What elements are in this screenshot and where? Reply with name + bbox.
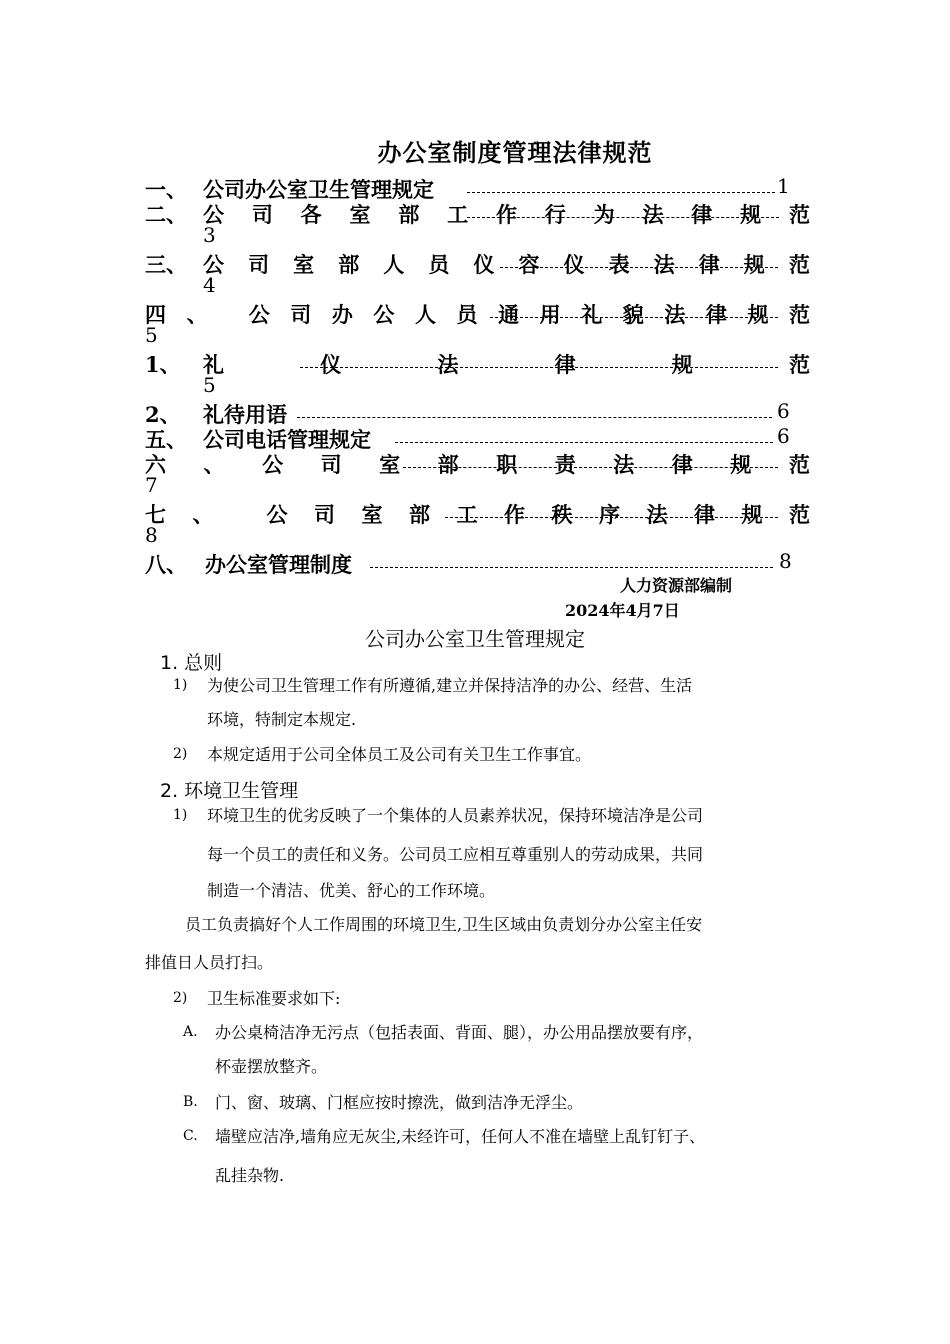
toc-leader [467,192,775,193]
toc-leader [445,517,778,518]
toc-page: 5 [145,323,158,347]
toc-entry[interactable] [145,424,810,452]
toc-entry[interactable] [145,199,810,249]
toc-number: 1、 [145,352,181,377]
issue-date: 2024年4月7日 [565,601,680,620]
list-marker: B. [183,1094,198,1110]
toc-page: 3 [203,223,216,247]
toc-leader [300,367,778,368]
list-marker: 2) [173,746,188,762]
document-title: 办公室制度管理法律规范 [377,138,653,167]
toc-leader [297,417,772,418]
toc-title: 礼 仪 法 律 规 范 [203,352,810,377]
toc-page: 1 [777,174,790,198]
toc-title: 办公室管理制度 [205,552,352,577]
list-marker: C. [183,1128,198,1144]
toc-entry[interactable] [145,174,810,202]
toc-title: 公 司 各 室 部 工 作 行 为 法 律 规 范 [203,202,810,227]
toc-page: 8 [145,523,158,547]
paragraph-line: 排值日人员打扫。 [145,953,274,972]
toc-leader [370,567,773,568]
toc-entry[interactable] [145,549,810,577]
toc-title: 七 、 公 司 室 部 工 作 秩 序 法 律 规 范 [145,502,810,527]
toc-title: 公 司 室 部 人 员 仪 容 仪 表 法 律 规 范 [203,252,810,277]
list-marker: 2) [173,990,188,1006]
list-marker: 1) [173,677,188,693]
toc-number: 八、 [145,552,187,577]
toc-leader [467,217,779,218]
toc-leader [403,467,778,468]
paragraph-line: 环境卫生的优劣反映了一个集体的人员素养状况，保持环境洁净是公司 [207,806,704,825]
toc-entry[interactable] [145,249,810,299]
paragraph-line: 办公桌椅洁净无污点（包括表面、背面、腿），办公用品摆放要有序， [215,1023,704,1042]
toc-title: 六 、 公 司 室 部 职 责 法 律 规 范 [145,452,810,477]
toc-entry[interactable] [145,349,810,399]
toc-entry[interactable] [145,399,810,427]
toc-title: 四 、 公 司 办 公 人 员 通 用 礼 貌 法 律 规 范 [145,302,810,327]
table-of-contents [145,174,810,577]
paragraph-line: 墙壁应洁净,墙角应无灰尘,未经许可，任何人不准在墙壁上乱钉钉子、 [215,1127,706,1146]
list-marker: A. [183,1024,198,1040]
toc-number: 三、 [145,252,187,277]
toc-page: 6 [777,424,790,448]
issuing-department: 人力资源部编制 [620,576,733,595]
paragraph-line: 卫生标准要求如下: [207,989,341,1008]
toc-leader [500,267,778,268]
heading-general: 1. 总则 [160,652,223,674]
toc-leader [395,442,773,443]
toc-page: 4 [203,273,216,297]
toc-title: 礼待用语 [203,402,287,427]
toc-number: 一、 [145,177,187,202]
paragraph-line: 门、窗、玻璃、门框应按时擦洗，做到洁净无浮尘。 [215,1093,584,1112]
list-marker: 1) [173,807,188,823]
paragraph-line: 本规定适用于公司全体员工及公司有关卫生工作事宜。 [207,745,592,764]
toc-page: 8 [779,549,792,573]
paragraph-line: 每一个员工的责任和义务。公司员工应相互尊重别人的劳动成果，共同 [207,845,704,864]
toc-title: 公司办公室卫生管理规定 [203,177,434,202]
paragraph-line: 为使公司卫生管理工作有所遵循,建立并保持洁净的办公、经营、生活 [207,676,693,695]
toc-entry[interactable] [145,499,810,549]
toc-title: 公司电话管理规定 [203,427,371,452]
toc-number: 2、 [145,402,181,427]
toc-leader [490,317,778,318]
section-title: 公司办公室卫生管理规定 [365,627,585,651]
toc-page: 6 [777,399,790,423]
heading-environment: 2. 环境卫生管理 [160,780,299,802]
toc-page: 5 [203,373,216,397]
paragraph-line: 制造一个清洁、优美、舒心的工作环境。 [207,881,496,900]
toc-number: 五、 [145,427,187,452]
toc-entry[interactable] [145,449,810,499]
paragraph-line: 杯壶摆放整齐。 [215,1057,328,1076]
toc-page: 7 [145,473,158,497]
toc-number: 二、 [145,202,187,227]
paragraph-line: 员工负责搞好个人工作周围的环境卫生,卫生区域由负责划分办公室主任安 [185,915,703,934]
toc-entry[interactable] [145,299,810,349]
paragraph-line: 乱挂杂物. [215,1166,285,1185]
paragraph-line: 环境，特制定本规定. [207,710,357,729]
